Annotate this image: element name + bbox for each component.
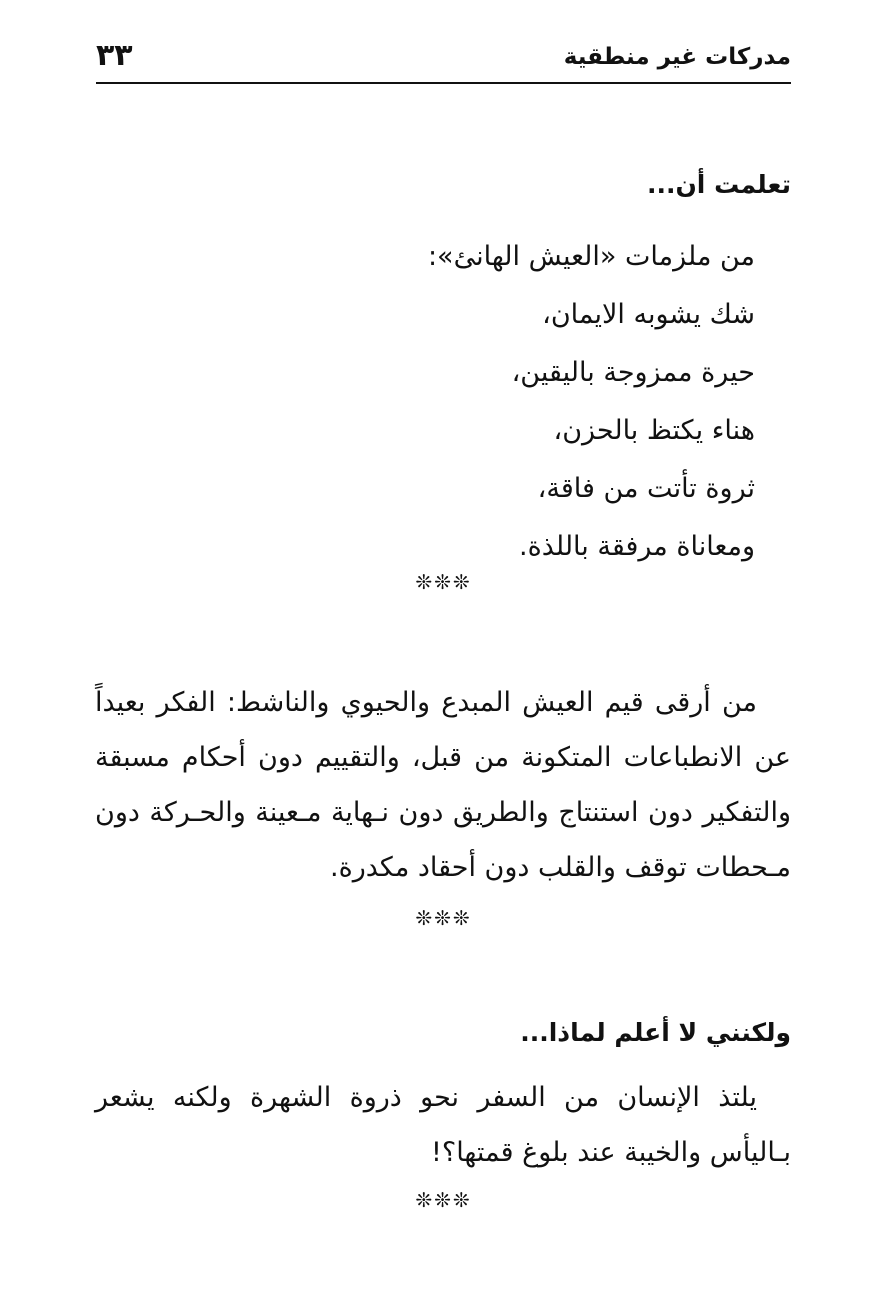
page-header xyxy=(96,38,791,84)
poem-line: ومعاناة مرفقة باللذة. xyxy=(518,531,755,562)
page-number: ٣٣ xyxy=(96,38,133,73)
section-heading-why: ولكنني لا أعلم لماذا... xyxy=(520,1018,791,1047)
paragraph-fame: يلتذ الإنسان من السفر نحو ذروة الشهرة ولكنه يشعر بـاليأس والخيبة عند بلوغ قمتها؟! xyxy=(95,1082,791,1168)
poem-line: شك يشوبه الايمان، xyxy=(542,299,755,330)
poem-line: من ملزمات «العيش الهانئ»: xyxy=(427,241,755,272)
section-separator: ❊❊❊ xyxy=(415,1188,472,1212)
section-heading-learned: تعلمت أن... xyxy=(646,170,791,199)
section-separator: ❊❊❊ xyxy=(415,570,472,594)
poem-lines xyxy=(428,228,755,576)
poem-line: حيرة ممزوجة باليقين، xyxy=(511,357,755,388)
paragraph-values: من أرقى قيم العيش المبدع والحيوي والناشط: الفكر بعيداً عن الانطباعات المتكونة من قبل، والتقييم دون أحكام مسبقة والتفكير دون استنتاج والطريق دون نـهاية مـعينة والحـركة دون مـحطات توقف والقلب دون أحقاد مكدرة. xyxy=(95,687,791,883)
poem-line: هناء يكتظ بالحزن، xyxy=(553,415,755,446)
running-title: مدركات غير منطقية xyxy=(563,44,791,70)
poem-line: ثروة تأتت من فاقة، xyxy=(537,473,755,504)
section-separator: ❊❊❊ xyxy=(415,906,472,930)
